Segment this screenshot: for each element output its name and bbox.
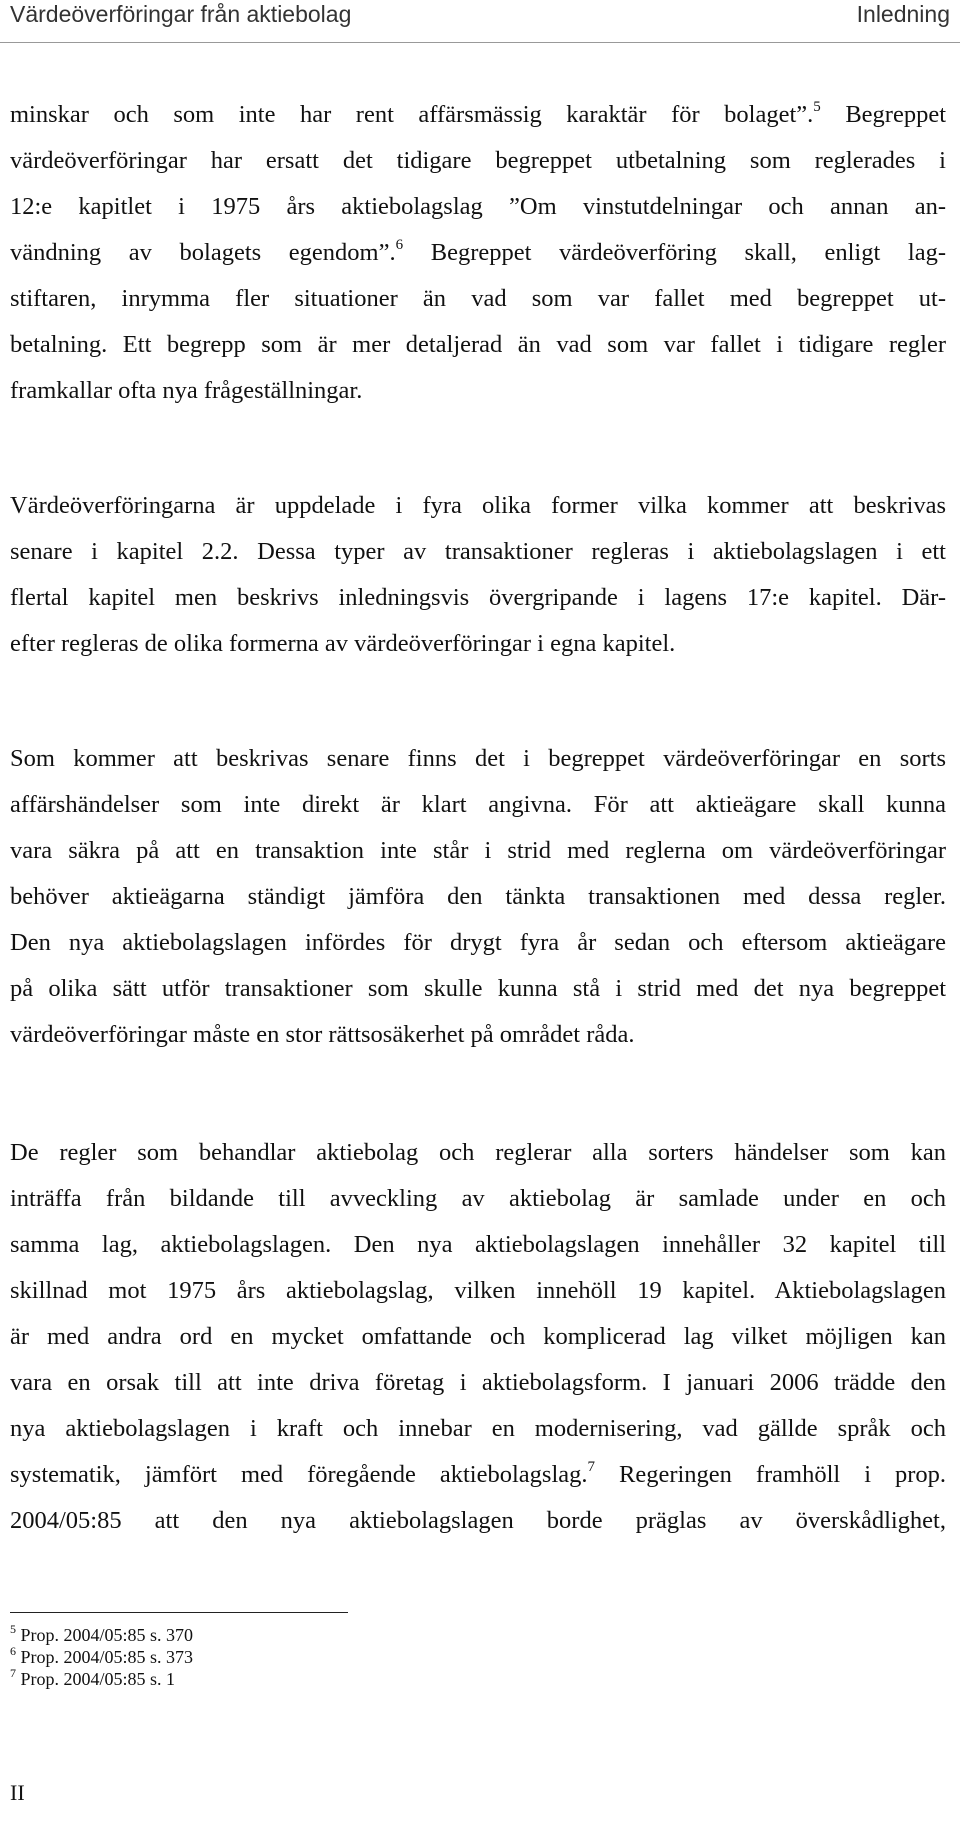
text-line: behöver aktieägarna ständigt jämföra den tänkta transaktionen med dessa regler.: [10, 883, 946, 910]
footnote-5: [10, 1624, 193, 1646]
text-line: stiftaren, inrymma fler situationer än vad som var fallet med begreppet ut-: [10, 285, 946, 312]
paragraph-2: [10, 483, 946, 667]
text-line: affärshändelser som inte direkt är klart angivna. För att aktieägare skall kunna: [10, 791, 946, 818]
text-line: Den nya aktiebolagslagen infördes för drygt fyra år sedan och eftersom aktieägare: [10, 929, 946, 956]
footnote-7: [10, 1668, 193, 1690]
text-line: flertal kapitel men beskrivs inledningsvis övergripande i lagens 17:e kapitel. Där-: [10, 584, 946, 611]
footnote-6: [10, 1646, 193, 1668]
text-line: framkallar ofta nya frågeställningar.: [10, 377, 363, 404]
text-line: efter regleras de olika formerna av värdeöverföringar i egna kapitel.: [10, 630, 676, 657]
text-line: senare i kapitel 2.2. Dessa typer av transaktioner regleras i aktiebolagslagen i ett: [10, 538, 946, 565]
text-line: är med andra ord en mycket omfattande och komplicerad lag vilket möjligen kan: [10, 1323, 946, 1350]
footnotes: [10, 1624, 193, 1690]
text-line: vändning av bolagets egendom”.$^6$ Begreppet värdeöverföring skall, enligt lag-: [10, 236, 946, 266]
paragraph-3: [10, 736, 946, 1058]
text-line: vara säkra på att en transaktion inte står i strid med reglerna om värdeöverföringar: [10, 837, 946, 864]
text-line: Värdeöverföringarna är uppdelade i fyra olika former vilka kommer att beskrivas: [10, 492, 946, 519]
page-number: II: [10, 1780, 25, 1805]
paragraph-4: [10, 1130, 946, 1544]
footnote-number: 6: [10, 1644, 16, 1658]
footnote-separator: [10, 1612, 348, 1613]
footnote-number: 7: [10, 1666, 16, 1680]
text-line: samma lag, aktiebolagslagen. Den nya aktiebolagslagen innehåller 32 kapitel till: [10, 1231, 946, 1258]
footnote-text: Prop. 2004/05:85 s. 1: [20, 1669, 176, 1689]
text-line: 2004/05:85 att den nya aktiebolagslagen borde präglas av överskådlighet,: [10, 1507, 946, 1534]
footnote-text: Prop. 2004/05:85 s. 370: [20, 1625, 194, 1645]
text-line: på olika sätt utför transaktioner som skulle kunna stå i strid med det nya begreppet: [10, 975, 946, 1002]
header-document-title: Värdeöverföringar från aktiebolag: [10, 1, 352, 27]
text-line: skillnad mot 1975 års aktiebolagslag, vilken innehöll 19 kapitel. Aktiebolagslagen: [10, 1277, 946, 1304]
text-line: systematik, jämfört med föregående aktiebolagslag.$^7$ Regeringen framhöll i prop.: [10, 1458, 946, 1488]
text-line: värdeöverföringar måste en stor rättsosäkerhet på området råda.: [10, 1021, 635, 1048]
paragraph-1: [10, 92, 946, 414]
header-section-title: Inledning: [856, 1, 950, 27]
text-line: De regler som behandlar aktiebolag och reglerar alla sorters händelser som kan: [10, 1139, 946, 1166]
running-header: [0, 0, 960, 43]
footnote-text: Prop. 2004/05:85 s. 373: [20, 1647, 194, 1667]
text-line: betalning. Ett begrepp som är mer detaljerad än vad som var fallet i tidigare regler: [10, 331, 946, 358]
text-line: Som kommer att beskrivas senare finns det i begreppet värdeöverföringar en sorts: [10, 745, 946, 772]
footnote-ref-7: 7: [587, 1458, 596, 1475]
text-line: nya aktiebolagslagen i kraft och innebar en modernisering, vad gällde språk och: [10, 1415, 946, 1442]
text-line: vara en orsak till att inte driva företag i aktiebolagsform. I januari 2006 trädde den: [10, 1369, 946, 1396]
text-line: inträffa från bildande till avveckling av aktiebolag är samlade under en och: [10, 1185, 946, 1212]
text-line: minskar och som inte har rent affärsmässig karaktär för bolaget”.$^5$ Begreppet: [10, 98, 947, 128]
text-line: värdeöverföringar har ersatt det tidigare begreppet utbetalning som reglerades i: [10, 147, 946, 174]
footnote-ref-6: 6: [395, 236, 404, 253]
text-line: 12:e kapitlet i 1975 års aktiebolagslag ”Om vinstutdelningar och annan an-: [10, 193, 946, 220]
footnote-ref-5: 5: [813, 98, 821, 115]
footnote-number: 5: [10, 1622, 16, 1636]
